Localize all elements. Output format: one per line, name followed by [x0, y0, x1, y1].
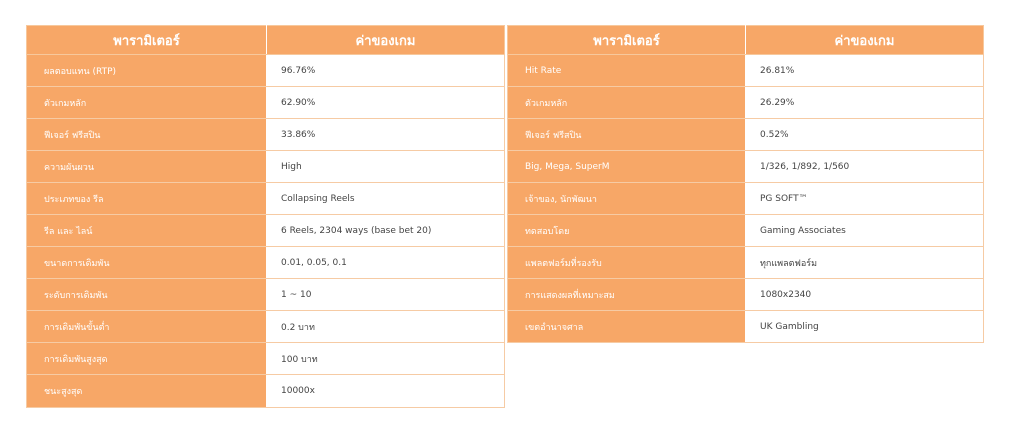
- parameter-cell: ฟีเจอร์ ฟรีสปิน: [508, 119, 746, 151]
- value-cell: ทุกแพลตฟอร์ม: [746, 247, 984, 279]
- table-row: [508, 279, 984, 311]
- value-cell: PG SOFT™: [746, 183, 984, 215]
- value-cell: 96.76%: [267, 55, 505, 87]
- table-row: [508, 183, 984, 215]
- parameter-cell: รีล และ ไลน์: [27, 215, 267, 247]
- table-row: [27, 279, 505, 311]
- value-cell: 26.29%: [746, 87, 984, 119]
- parameter-cell: แพลตฟอร์มที่รองรับ: [508, 247, 746, 279]
- parameter-cell: Hit Rate: [508, 55, 746, 87]
- parameter-cell: Big, Mega, SuperM: [508, 151, 746, 183]
- table-row: [508, 55, 984, 87]
- table-header-row: [27, 26, 505, 55]
- table-row: [27, 151, 505, 183]
- value-cell: High: [267, 151, 505, 183]
- value-cell: 1 ~ 10: [267, 279, 505, 311]
- value-cell: Gaming Associates: [746, 215, 984, 247]
- table-row: [27, 215, 505, 247]
- value-cell: 0.2 บาท: [267, 311, 505, 343]
- parameter-cell: ฟีเจอร์ ฟรีสปิน: [27, 119, 267, 151]
- value-cell: 33.86%: [267, 119, 505, 151]
- value-cell: Collapsing Reels: [267, 183, 505, 215]
- table-row: [27, 87, 505, 119]
- parameter-cell: ชนะสูงสุด: [27, 375, 267, 408]
- table-row: [27, 247, 505, 279]
- value-cell: 6 Reels, 2304 ways (base bet 20): [267, 215, 505, 247]
- parameter-cell: ประเภทของ รีล: [27, 183, 267, 215]
- value-cell: 1080x2340: [746, 279, 984, 311]
- table-row: [27, 343, 505, 375]
- parameter-cell: ตัวเกมหลัก: [508, 87, 746, 119]
- table-row: [508, 247, 984, 279]
- value-cell: 62.90%: [267, 87, 505, 119]
- parameter-cell: ระดับการเดิมพัน: [27, 279, 267, 311]
- table-row: [27, 55, 505, 87]
- parameter-cell: การเดิมพันขั้นต่ำ: [27, 311, 267, 343]
- parameter-cell: การแสดงผลที่เหมาะสม: [508, 279, 746, 311]
- value-cell: 0.01, 0.05, 0.1: [267, 247, 505, 279]
- table-row: [27, 311, 505, 343]
- value-cell: 10000x: [267, 375, 505, 408]
- table-row: [508, 215, 984, 247]
- table-row: [508, 151, 984, 183]
- value-cell: 0.52%: [746, 119, 984, 151]
- table-row: [27, 183, 505, 215]
- table-header-row: [508, 26, 984, 55]
- table-row: [27, 375, 505, 408]
- header-parameter: พารามิเตอร์: [508, 26, 746, 55]
- value-cell: 26.81%: [746, 55, 984, 87]
- value-cell: 100 บาท: [267, 343, 505, 375]
- parameter-cell: ผลตอบแทน (RTP): [27, 55, 267, 87]
- parameter-cell: ขนาดการเดิมพัน: [27, 247, 267, 279]
- parameter-cell: การเดิมพันสูงสุด: [27, 343, 267, 375]
- table-row: [508, 119, 984, 151]
- parameter-cell: ความผันผวน: [27, 151, 267, 183]
- parameter-cell: เขตอำนาจศาล: [508, 311, 746, 343]
- right-parameter-table: [507, 25, 984, 343]
- table-row: [508, 311, 984, 343]
- left-parameter-table: [26, 25, 505, 408]
- header-parameter: พารามิเตอร์: [27, 26, 267, 55]
- parameter-cell: ทดสอบโดย: [508, 215, 746, 247]
- parameter-cell: ตัวเกมหลัก: [27, 87, 267, 119]
- table-row: [508, 87, 984, 119]
- table-row: [27, 119, 505, 151]
- value-cell: 1/326, 1/892, 1/560: [746, 151, 984, 183]
- parameter-cell: เจ้าของ, นักพัฒนา: [508, 183, 746, 215]
- value-cell: UK Gambling: [746, 311, 984, 343]
- header-game-value: ค่าของเกม: [267, 26, 505, 55]
- header-game-value: ค่าของเกม: [746, 26, 984, 55]
